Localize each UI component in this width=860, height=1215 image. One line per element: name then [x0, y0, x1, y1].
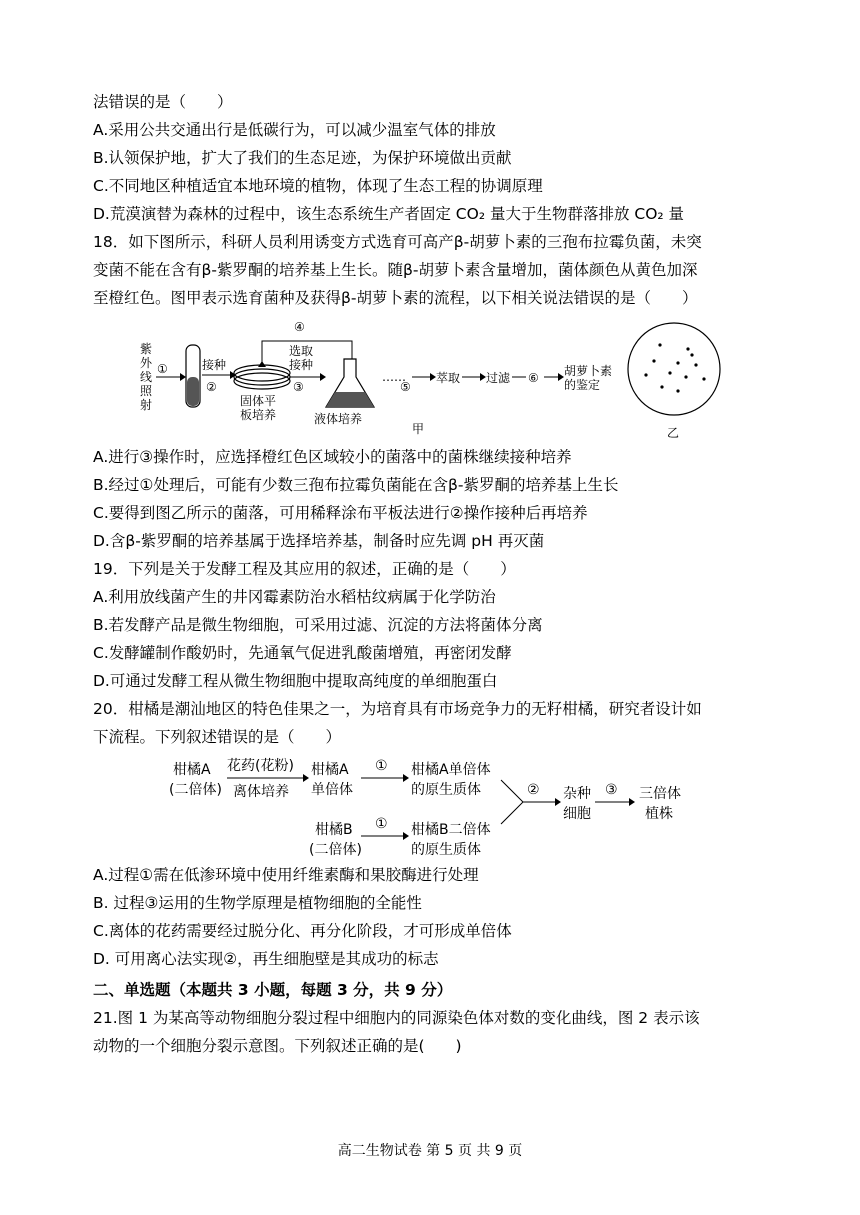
- q19-option-a: A.利用放线菌产生的井冈霉素防治水稻枯纹病属于化学防治: [93, 588, 496, 606]
- solid-culture-2: 板培养: [240, 408, 277, 422]
- select-inoculate-2: 接种: [289, 358, 314, 372]
- colony-dots: [644, 343, 705, 392]
- q20-stem-2: 下流程。下列叙述错误的是（ ）: [93, 728, 342, 746]
- a-protoplast-2: 的原生质体: [411, 782, 481, 798]
- q19-option-d: D.可通过发酵工程从微生物细胞中提取高纯度的单细胞蛋白: [93, 672, 498, 690]
- step-6: ⑥: [528, 371, 539, 385]
- step-1b: ①: [375, 816, 388, 832]
- q17-option-a: A.采用公共交通出行是低碳行为，可以减少温室气体的排放: [93, 121, 496, 139]
- b-protoplast-1: 柑橘B二倍体: [411, 822, 491, 838]
- q21-stem-2: 动物的一个细胞分裂示意图。下列叙述正确的是( ): [93, 1037, 462, 1055]
- triploid-2: 植株: [645, 806, 673, 822]
- inoculate-label: 接种: [202, 358, 227, 372]
- culture-label: 离体培养: [233, 784, 289, 800]
- q20-option-d: D. 可用离心法实现②，再生细胞壁是其成功的标志: [93, 950, 439, 968]
- q20-diagram: [165, 752, 705, 862]
- q19-option-c: C.发酵罐制作酸奶时，先通氧气促进乳酸菌增殖，再密闭发酵: [93, 644, 512, 662]
- citrus-a-hap-1: 柑橘A: [311, 762, 349, 778]
- page-footer: 高二生物试卷 第 5 页 共 9 页: [337, 1143, 523, 1159]
- q21-stem-1: 21.图 1 为某高等动物细胞分裂过程中细胞内的同源染色体对数的变化曲线，图 2 表示该: [93, 1009, 700, 1027]
- liquid-culture: 液体培养: [314, 412, 363, 426]
- uv-label-4: 照: [140, 384, 153, 398]
- q18-option-b: B.经过①处理后，可能有少数三孢布拉霉负菌能在含β-紫罗酮的培养基上生长: [93, 476, 619, 494]
- uv-label-1: 紫: [140, 342, 153, 356]
- q17-option-d: D.荒漠演替为森林的过程中，该生态系统生产者固定 CO₂ 量大于生物群落排放 CO₂ 量: [93, 205, 685, 223]
- triploid-1: 三倍体: [639, 786, 681, 802]
- q19-stem: 19．下列是关于发酵工程及其应用的叙述，正确的是（ ）: [93, 560, 516, 578]
- step-1: ①: [157, 362, 168, 376]
- identify-label-1: 胡萝卜素: [564, 364, 613, 378]
- hybrid-1: 杂种: [563, 786, 591, 802]
- q20-option-a: A.过程①需在低渗环境中使用纤维素酶和果胶酶进行处理: [93, 866, 479, 884]
- extract-label: 萃取: [436, 371, 461, 385]
- section-heading: 二、单选题（本题共 3 小题，每题 3 分，共 9 分）: [93, 981, 453, 999]
- q18-option-d: D.含β-紫罗酮的培养基属于选择培养基，制备时应先调 pH 再灭菌: [93, 532, 545, 550]
- step-1a: ①: [375, 758, 388, 774]
- q18-option-c: C.要得到图乙所示的菌落，可用稀释涂布平板法进行②操作接种后再培养: [93, 504, 588, 522]
- step-2: ②: [206, 380, 217, 394]
- q20-option-b: B. 过程③运用的生物学原理是植物细胞的全能性: [93, 894, 422, 912]
- uv-label-5: 射: [140, 398, 153, 412]
- q18-stem-1: 18．如下图所示，科研人员利用诱变方式选育可高产β-胡萝卜素的三孢布拉霉负菌，未突: [93, 233, 702, 251]
- colony-plate: [628, 323, 720, 415]
- hybrid-2: 细胞: [563, 806, 591, 822]
- anther-label: 花药(花粉): [227, 758, 294, 774]
- q20-option-c: C.离体的花药需要经过脱分化、再分化阶段，才可形成单倍体: [93, 922, 512, 940]
- step-3: ③: [605, 782, 618, 798]
- q18-stem-3: 至橙红色。图甲表示选育菌种及获得β-胡萝卜素的流程，以下相关说法错误的是（ ）: [93, 289, 698, 307]
- figure-jia: 甲: [412, 422, 425, 436]
- citrus-a-2: (二倍体): [169, 782, 222, 798]
- q18-diagram: [130, 315, 750, 440]
- citrus-a-hap-2: 单倍体: [311, 782, 353, 798]
- citrus-b-1: 柑橘B: [315, 822, 353, 838]
- identify-label-2: 的鉴定: [564, 378, 601, 392]
- figure-yi: 乙: [667, 426, 680, 440]
- q17-option-c: C.不同地区种植适宜本地环境的植物，体现了生态工程的协调原理: [93, 177, 543, 195]
- dots: ……: [382, 370, 406, 384]
- step-5: ⑤: [400, 380, 411, 394]
- a-protoplast-1: 柑橘A单倍体: [411, 762, 491, 778]
- step-2: ②: [527, 782, 540, 798]
- citrus-b-2: (二倍体): [309, 842, 362, 858]
- step-3: ③: [293, 380, 304, 394]
- q17-option-b: B.认领保护地，扩大了我们的生态足迹，为保护环境做出贡献: [93, 149, 512, 167]
- q17-stem: 法错误的是（ ）: [93, 93, 233, 111]
- q18-stem-2: 变菌不能在含有β-紫罗酮的培养基上生长。随β-胡萝卜素含量增加，菌体颜色从黄色加深: [93, 261, 698, 279]
- b-protoplast-2: 的原生质体: [411, 842, 481, 858]
- select-inoculate-1: 选取: [289, 344, 314, 358]
- q19-option-b: B.若发酵产品是微生物细胞，可采用过滤、沉淀的方法将菌体分离: [93, 616, 543, 634]
- uv-label-2: 外: [140, 356, 153, 370]
- step-4: ④: [294, 320, 305, 334]
- solid-culture-1: 固体平: [240, 394, 277, 408]
- filter-label: 过滤: [486, 371, 511, 385]
- q20-stem-1: 20．柑橘是潮汕地区的特色佳果之一，为培育具有市场竞争力的无籽柑橘，研究者设计如: [93, 700, 702, 718]
- citrus-a-1: 柑橘A: [173, 762, 211, 778]
- q18-option-a: A.进行③操作时，应选择橙红色区域较小的菌落中的菌株继续接种培养: [93, 448, 572, 466]
- uv-label-3: 线: [140, 370, 153, 384]
